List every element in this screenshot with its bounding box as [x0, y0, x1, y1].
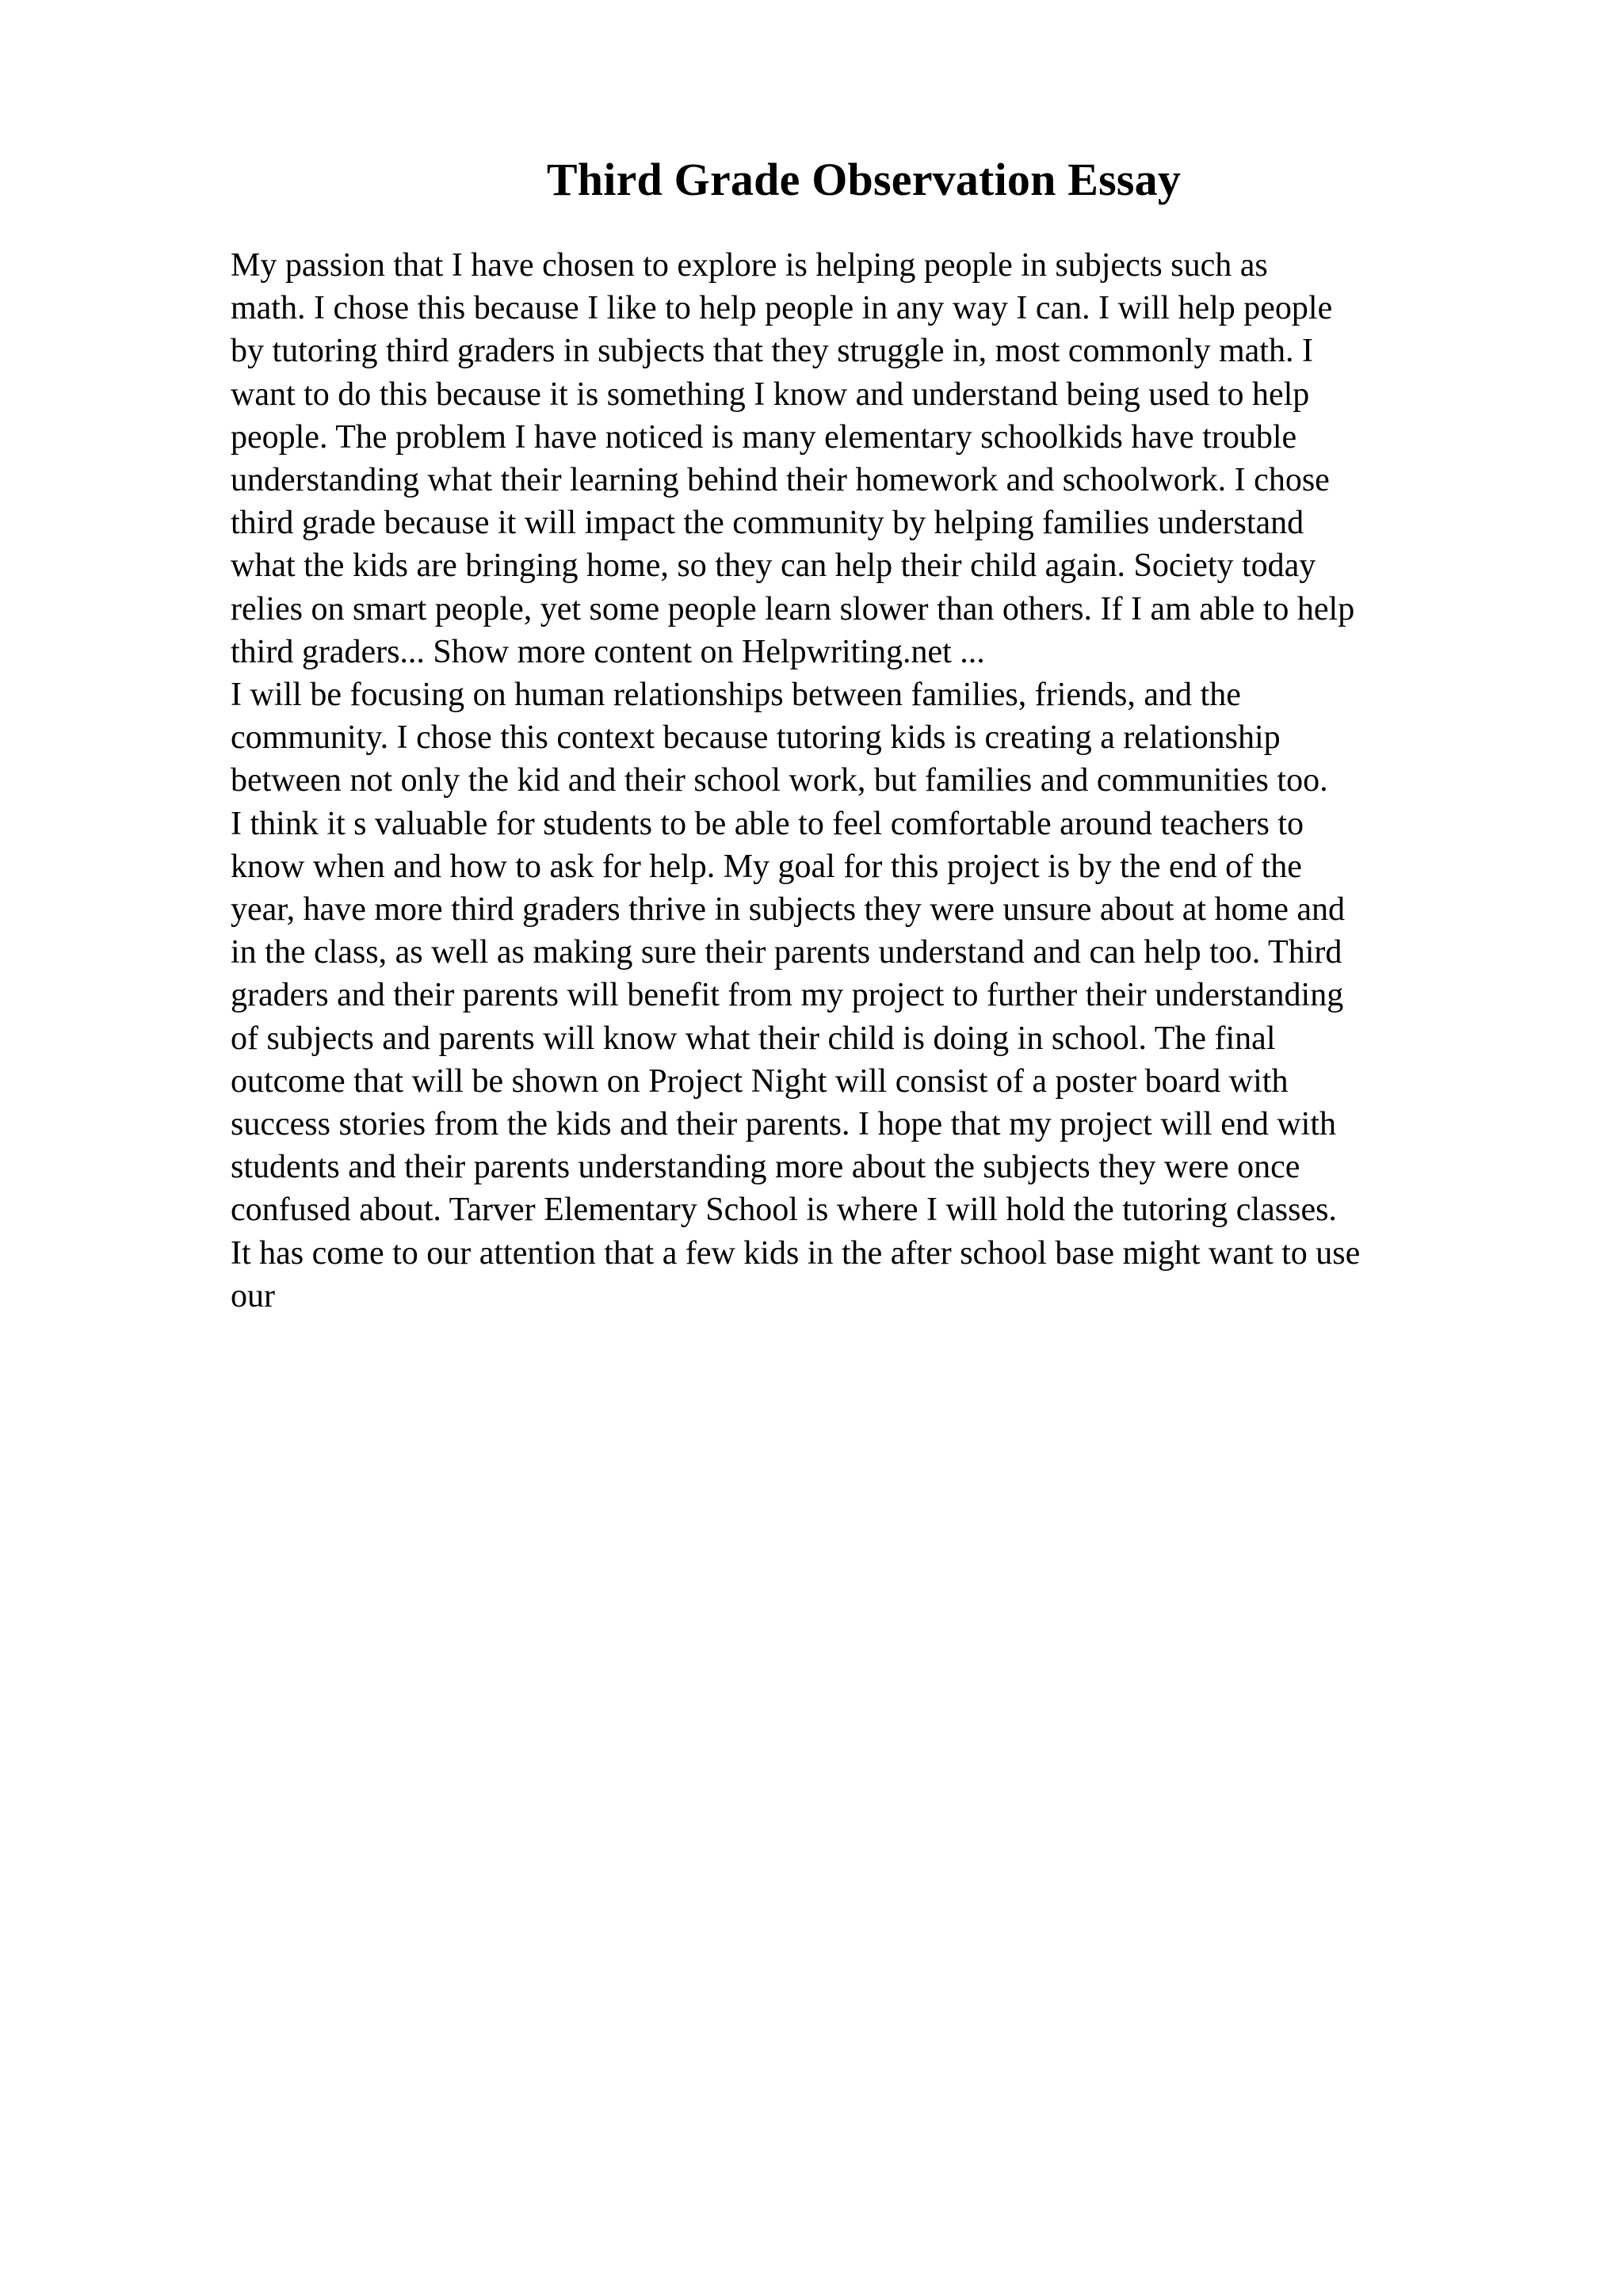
essay-line: relies on smart people, yet some people learn slower than others. If I am able to help — [231, 590, 1355, 627]
essay-line: third grade because it will impact the community by helping families understand — [231, 505, 1304, 542]
essay-line: students and their parents understanding more about the subjects they were once — [231, 1149, 1300, 1186]
essay-line: outcome that will be shown on Project Night will consist of a poster board with — [231, 1062, 1289, 1100]
essay-line: in the class, as well as making sure their parents understand and can help too. Third — [231, 934, 1342, 971]
essay-line: year, have more third graders thrive in subjects they were unsure about at home and — [231, 891, 1345, 929]
essay-line: third graders... Show more content on Helpwriting.net ... — [231, 633, 985, 670]
essay-line: It has come to our attention that a few kids in the after school base might want to use — [231, 1234, 1361, 1272]
essay-line: want to do this because it is something I know and understand being used to help — [231, 376, 1310, 413]
essay-line: of subjects and parents will know what their child is doing in school. The final — [231, 1020, 1276, 1057]
essay-line: community. I chose this context because tutoring kids is creating a relationship — [231, 719, 1281, 757]
essay-line: understanding what their learning behind their homework and schoolwork. I chose — [231, 462, 1330, 499]
essay-line: between not only the kid and their school work, but families and communities too. — [231, 762, 1328, 799]
essay-body — [231, 244, 1499, 1318]
essay-line: I think it s valuable for students to be able to feel comfortable around teachers to — [231, 805, 1304, 842]
essay-line: confused about. Tarver Elementary School is where I will hold the tutoring classes. — [231, 1192, 1337, 1229]
essay-line: by tutoring third graders in subjects that they struggle in, most commonly math. I — [231, 333, 1313, 370]
essay-line: know when and how to ask for help. My goal for this project is by the end of the — [231, 848, 1302, 885]
essay-line: I will be focusing on human relationships between families, friends, and the — [231, 677, 1241, 714]
essay-line: success stories from the kids and their parents. I hope that my project will end with — [231, 1106, 1337, 1143]
essay-line: My passion that I have chosen to explore is helping people in subjects such as — [231, 247, 1268, 284]
essay-line: people. The problem I have noticed is many elementary schoolkids have trouble — [231, 418, 1297, 456]
essay-line: what the kids are bringing home, so they can help their child again. Society today — [231, 547, 1316, 585]
essay-line: graders and their parents will benefit from my project to further their understanding — [231, 977, 1344, 1014]
essay-line: math. I chose this because I like to help people in any way I can. I will help people — [231, 290, 1333, 327]
essay-title: Third Grade Observation Essay — [546, 154, 1182, 205]
essay-line: our — [231, 1277, 275, 1314]
